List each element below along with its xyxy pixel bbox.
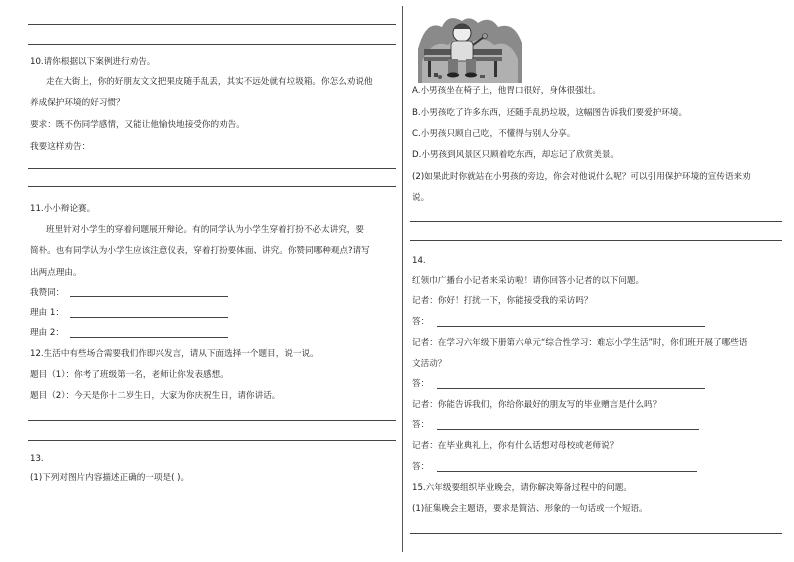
- q11-text: 简朴。也有同学认为小学生应该注意仪表，穿着打扮要体面、讲究。你赞同哪种观点?请写: [30, 246, 370, 256]
- answer-line[interactable]: [437, 326, 705, 327]
- q10-answer-prompt: 我要这样劝告：: [30, 142, 91, 152]
- reporter-question-1: 记者：你好！打扰一下，你能接受我的采访吗？: [412, 296, 593, 306]
- option-d: D.小男孩到风景区只顾着吃东西，却忘记了欣赏美景。: [412, 150, 620, 160]
- reporter-question-2: 记者：在学习六年级下册第六单元“综合性学习：难忘小学生活”时，你们班开展了哪些语: [412, 338, 748, 348]
- q13-sub2: (2)如果此时你就站在小男孩的旁边，你会对他说什么呢？可以引用保护环境的宣传语来劝: [412, 172, 751, 182]
- option-c: C.小男孩只顾自己吃，不懂得与别人分享。: [412, 129, 576, 139]
- answer-line[interactable]: [437, 471, 697, 472]
- answer-line: [28, 186, 396, 187]
- q11-agree-label: 我赞同：: [30, 288, 65, 298]
- answer-line[interactable]: [437, 429, 699, 430]
- q12-topic2: 题目（2）：今天是你十二岁生日，大家为你庆祝生日，请你讲话。: [30, 391, 281, 401]
- reporter-question-3: 记者：你能告诉我们，你给你最好的朋友写的毕业赠言是什么吗？: [412, 400, 662, 410]
- reporter-question-4: 记者：在毕业典礼上，你有什么话想对母校或老师说？: [412, 441, 619, 451]
- answer-label: 答：: [412, 379, 430, 389]
- q11-reason1-label: 理由 1：: [30, 308, 64, 318]
- q10-case-text: 养成保护环境的好习惯？: [30, 98, 125, 108]
- answer-label: 答：: [412, 462, 430, 472]
- answer-line[interactable]: [410, 533, 782, 534]
- answer-line: [28, 440, 396, 441]
- q10-title: 10.请你根据以下案例进行劝告。: [30, 57, 156, 67]
- option-a: A.小男孩坐在椅子上，他胃口很好，身体很强壮。: [412, 86, 601, 96]
- answer-line: [410, 240, 782, 241]
- q12-title: 12.生活中有些场合需要我们作即兴发言，请从下面选择一个题目，说一说。: [30, 349, 319, 359]
- q11-title: 11.小小辩论赛。: [30, 204, 96, 214]
- answer-label: 答：: [412, 317, 430, 327]
- q13-title: 13.: [30, 454, 44, 464]
- q15-sub1: (1)征集晚会主题语，要求是简洁、形象的一句话或一个短语。: [412, 504, 648, 514]
- q12-topic1: 题目（1）：你考了班级第一名，老师让你发表感想。: [30, 370, 229, 380]
- column-divider: [402, 6, 403, 552]
- q11-reason2-label: 理由 2：: [30, 328, 64, 338]
- q10-requirement: 要求：既不伤同学感情，又能让他愉快地接受你的劝告。: [30, 120, 245, 130]
- agree-answer-line[interactable]: [70, 296, 228, 297]
- answer-line: [410, 221, 782, 222]
- reason1-answer-line[interactable]: [70, 317, 228, 318]
- q14-intro: 红领巾广播台小记者来采访啦！请你回答小记者的以下问题。: [412, 276, 645, 286]
- boy-on-bench-icon: [418, 9, 522, 83]
- reason2-answer-line[interactable]: [70, 337, 228, 338]
- answer-line: [28, 168, 396, 169]
- q15-title: 15.六年级要组织毕业晚会，请你解决筹备过程中的问题。: [412, 483, 632, 493]
- q11-text: 班里针对小学生的穿着问题展开辩论。有的同学认为小学生穿着打扮不必太讲究，要: [46, 225, 364, 235]
- option-b: B.小男孩吃了许多东西，还随手乱扔垃圾，这幅图告诉我们要爱护环境。: [412, 108, 688, 118]
- q10-case-text: 走在大街上，你的好朋友文文把果皮随手乱丢，其实不远处就有垃圾箱。你怎么劝说他: [46, 77, 373, 87]
- boy-eating-illustration: [418, 9, 522, 83]
- answer-label: 答：: [412, 420, 430, 430]
- q14-title: 14.: [412, 256, 426, 266]
- q11-text: 出两点理由。: [30, 268, 82, 278]
- answer-line: [28, 24, 396, 25]
- answer-line: [28, 420, 396, 421]
- answer-line[interactable]: [437, 388, 705, 389]
- reporter-question-2: 文活动？: [412, 359, 447, 369]
- q13-sub1: (1)下列对图片内容描述正确的一项是( )。: [30, 473, 190, 483]
- answer-line: [28, 44, 396, 45]
- q13-sub2: 说。: [412, 193, 430, 203]
